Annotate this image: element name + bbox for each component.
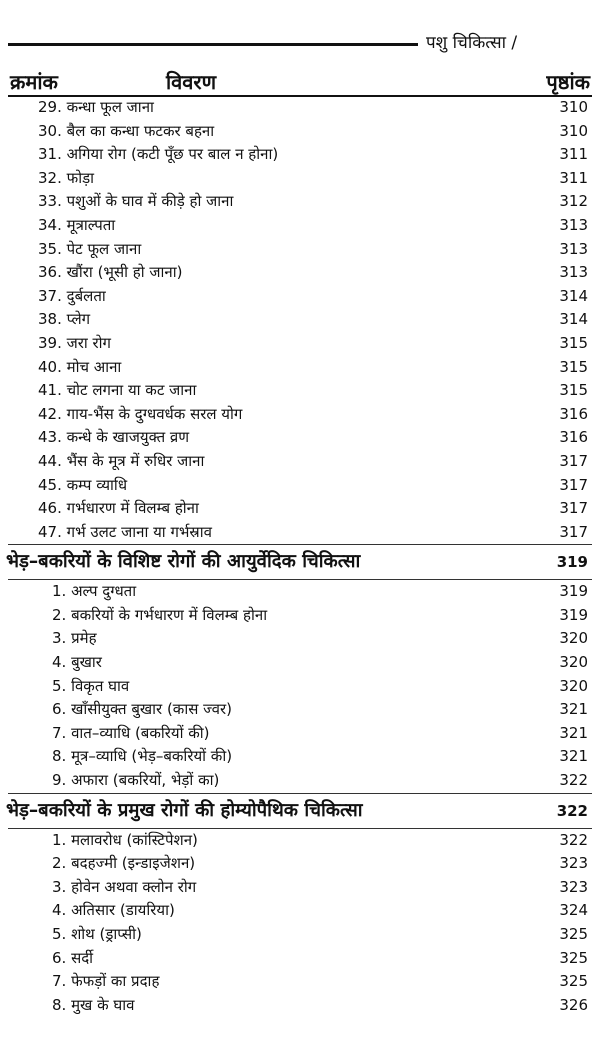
- entry-page: 321: [559, 747, 588, 766]
- entry-label: 45. कम्प व्याधि: [38, 475, 128, 494]
- toc-entry: [0, 675, 600, 699]
- toc-entry: [0, 96, 600, 120]
- toc-entry: [0, 745, 600, 769]
- toc-entry: [0, 403, 600, 427]
- entry-page: 315: [559, 333, 588, 352]
- entry-label: 39. जरा रोग: [38, 333, 112, 352]
- entry-page: 315: [559, 381, 588, 400]
- toc-entry: [0, 143, 600, 167]
- toc-entry: [0, 899, 600, 923]
- entry-page: 316: [559, 428, 588, 447]
- entry-page: 319: [559, 582, 588, 601]
- toc-entry: [0, 238, 600, 262]
- toc-entry: [0, 970, 600, 994]
- entry-page: 313: [559, 263, 588, 282]
- toc-entry: [0, 829, 600, 853]
- entry-page: 317: [559, 522, 588, 541]
- toc-entry: [0, 332, 600, 356]
- entry-page: 319: [559, 605, 588, 624]
- entry-label: 43. कन्धे के खाजयुक्त व्रण: [38, 428, 190, 447]
- serial-column-header: क्रमांक: [10, 70, 58, 94]
- toc-entry: [0, 167, 600, 191]
- section-page: 319: [556, 553, 588, 572]
- entry-page: 325: [559, 925, 588, 943]
- entry-label: 5. शोथ (ड्राप्सी): [52, 925, 142, 943]
- entry-page: 312: [559, 192, 588, 211]
- toc-entry: [0, 604, 600, 628]
- entry-page: 325: [559, 948, 588, 967]
- toc-entry: [0, 852, 600, 876]
- entry-label: 2. बदहज्मी (इन्डाइजेशन): [52, 854, 196, 873]
- entry-page: 313: [559, 239, 588, 258]
- toc-entry: [0, 474, 600, 498]
- entry-page: 314: [559, 286, 588, 305]
- entry-label: 7. फेफड़ों का प्रदाह: [52, 972, 160, 991]
- entry-label: 3. प्रमेह: [52, 629, 97, 648]
- running-header: [8, 30, 570, 54]
- section-heading-homeopathic: [0, 794, 600, 828]
- entry-label: 38. प्लेग: [38, 310, 91, 329]
- entry-label: 9. अफारा (बकरियों, भेड़ों का): [52, 771, 220, 790]
- toc-entry: [0, 356, 600, 380]
- entry-page: 326: [559, 995, 588, 1014]
- entry-page: 323: [559, 854, 588, 873]
- entry-page: 316: [559, 404, 588, 423]
- toc-entry: [0, 521, 600, 545]
- toc-entry: [0, 379, 600, 403]
- entry-label: 2. बकरियों के गर्भधारण में विलम्ब होना: [52, 605, 268, 624]
- toc-entry: [0, 923, 600, 947]
- entry-label: 8. मूत्र–व्याधि (भेड़–बकरियों की): [52, 747, 233, 766]
- entry-page: 310: [559, 121, 588, 140]
- entry-page: 324: [559, 901, 588, 920]
- entry-page: 320: [559, 629, 588, 648]
- entry-label: 3. होवेन अथवा क्लोन रोग: [52, 877, 197, 896]
- entry-label: 6. खाँसीयुक्त बुखार (कास ज्वर): [52, 700, 233, 719]
- table-of-contents: [0, 96, 600, 1017]
- entry-label: 1. अल्प दुग्धता: [52, 582, 137, 601]
- toc-entry: [0, 627, 600, 651]
- entry-page: 314: [559, 310, 588, 329]
- entry-page: 317: [559, 499, 588, 518]
- entry-page: 322: [559, 771, 588, 790]
- toc-entry: [0, 450, 600, 474]
- entry-page: 317: [559, 451, 588, 470]
- entry-page: 310: [559, 98, 588, 116]
- entry-label: 36. खौंरा (भूसी हो जाना): [38, 263, 183, 282]
- entry-label: 37. दुर्बलता: [38, 286, 106, 305]
- entry-page: 323: [559, 877, 588, 896]
- entry-page: 322: [559, 830, 588, 849]
- header-rule: [8, 43, 418, 46]
- entry-label: 32. फोड़ा: [38, 168, 94, 187]
- entry-page: 321: [559, 723, 588, 742]
- section-title: भेड़–बकरियों के विशिष्ट रोगों की आयुर्वेदिक चिकित्सा: [6, 551, 361, 573]
- section-heading-ayurvedic: [0, 545, 600, 579]
- entry-label: 31. अगिया रोग (कटी पूँछ पर बाल न होना): [38, 145, 279, 164]
- toc-entry: [0, 261, 600, 285]
- toc-entry: [0, 722, 600, 746]
- toc-entry: [0, 651, 600, 675]
- entry-label: 8. मुख के घाव: [52, 995, 135, 1014]
- toc-entry: [0, 994, 600, 1018]
- toc-entry: [0, 285, 600, 309]
- page-column-header: पृष्ठांक: [546, 70, 590, 94]
- entry-label: 40. मोच आना: [38, 357, 122, 376]
- book-title: पशु चिकित्सा /: [426, 33, 518, 53]
- entry-label: 5. विकृत घाव: [52, 676, 130, 695]
- entry-label: 35. पेट फूल जाना: [38, 239, 142, 258]
- entry-label: 44. भैंस के मूत्र में रुधिर जाना: [38, 451, 205, 470]
- toc-entry: [0, 580, 600, 604]
- toc-entry: [0, 308, 600, 332]
- entry-page: 313: [559, 215, 588, 234]
- entry-label: 6. सर्दी: [52, 948, 94, 967]
- entry-page: 320: [559, 653, 588, 672]
- entry-page: 311: [559, 168, 588, 187]
- entry-page: 320: [559, 676, 588, 695]
- entry-label: 1. मलावरोध (कांस्टिपेशन): [52, 830, 198, 849]
- toc-entry: [0, 120, 600, 144]
- section-page: 322: [556, 801, 588, 820]
- toc-entry: [0, 214, 600, 238]
- description-column-header: विवरण: [166, 70, 217, 94]
- entry-label: 7. वात–व्याधि (बकरियों की): [52, 723, 210, 742]
- entry-label: 46. गर्भधारण में विलम्ब होना: [38, 499, 199, 518]
- entry-label: 4. अतिसार (डायरिया): [52, 901, 175, 920]
- entry-label: 33. पशुओं के घाव में कीड़े हो जाना: [38, 192, 234, 211]
- toc-entry: [0, 769, 600, 793]
- entry-page: 317: [559, 475, 588, 494]
- entry-page: 321: [559, 700, 588, 719]
- toc-entry: [0, 426, 600, 450]
- entry-label: 47. गर्भ उलट जाना या गर्भस्राव: [38, 522, 212, 541]
- entry-label: 41. चोट लगना या कट जाना: [38, 381, 197, 400]
- entry-label: 29. कन्धा फूल जाना: [38, 98, 154, 116]
- entry-label: 30. बैल का कन्धा फटकर बहना: [38, 121, 215, 140]
- column-headers: [0, 68, 600, 98]
- toc-entry: [0, 876, 600, 900]
- entry-label: 4. बुखार: [52, 653, 102, 672]
- toc-entry: [0, 947, 600, 971]
- toc-entry: [0, 698, 600, 722]
- entry-page: 311: [559, 145, 588, 164]
- toc-entry: [0, 497, 600, 521]
- section-title: भेड़–बकरियों के प्रमुख रोगों की होम्योपैथिक चिकित्सा: [6, 799, 363, 821]
- entry-label: 42. गाय-भैंस के दुग्धवर्धक सरल योग: [38, 404, 243, 423]
- toc-entry: [0, 190, 600, 214]
- entry-page: 325: [559, 972, 588, 991]
- entry-page: 315: [559, 357, 588, 376]
- entry-label: 34. मूत्राल्पता: [38, 215, 116, 234]
